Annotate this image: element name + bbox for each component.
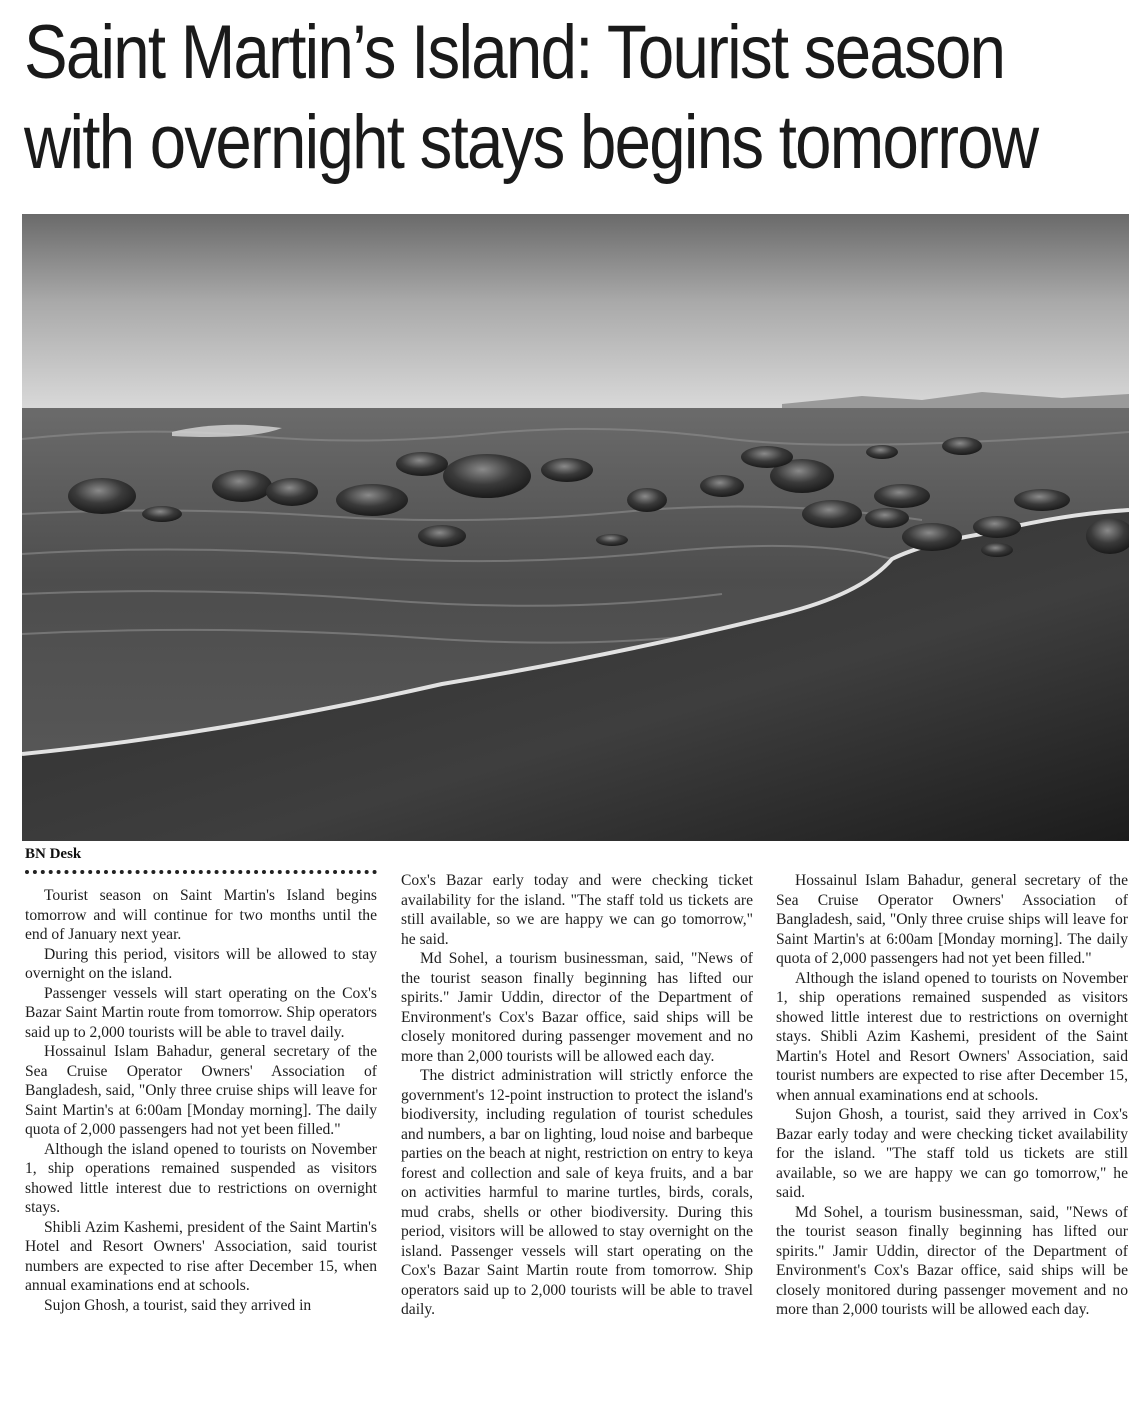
paragraph: Sujon Ghosh, a tourist, said they arrived in Cox's Bazar early today and were checking ticket availability for the island. "The staff told us tickets are still available, so we are happy we can go tomorrow," he said.	[776, 1106, 1128, 1201]
byline-divider	[25, 870, 377, 874]
headline-line-2: with overnight stays begins tomorrow	[24, 100, 1038, 185]
paragraph: Tourist season on Saint Martin's Island begins tomorrow and will continue for two months until the end of January next year.	[25, 887, 377, 943]
article-column-3	[776, 871, 1128, 1320]
paragraph: Although the island opened to tourists on November 1, ship operations remained suspended as visitors showed little interest due to restrictions on overnight stays. Shibli Azim Kashemi, president of the Saint Martin's Hotel and Resort Owners' Association, said tourist numbers are expected to rise after December 15, when annual examinations end at schools.	[776, 969, 1128, 1104]
paragraph: Passenger vessels will start operating on the Cox's Bazar Saint Martin route from tomorrow. Ship operators said up to 2,000 tourists will be able to travel daily.	[25, 984, 377, 1041]
paragraph: Hossainul Islam Bahadur, general secretary of the Sea Cruise Operator Owners' Association of Bangladesh, said, "Only three cruise ships will leave for Saint Martin's at 6:00am [Monday morning]. The daily quota of 2,000 passengers had not yet been filled."	[25, 1043, 377, 1138]
paragraph: Cox's Bazar early today and were checking ticket availability for the island. "The staff told us tickets are still available, so we are happy we can go tomorrow," he said.	[401, 872, 753, 948]
paragraph: Although the island opened to tourists on November 1, ship operations remained suspended as visitors showed little interest due to restrictions on overnight stays.	[25, 1140, 377, 1216]
paragraph: Md Sohel, a tourism businessman, said, "News of the tourist season finally beginning has lifted our spirits." Jamir Uddin, director of the Department of Environment's Cox's Bazar office, said ships will be closely monitored during passenger movement and no more than 2,000 tourists will be allowed each day.	[401, 950, 753, 1065]
headline	[24, 8, 1038, 188]
paragraph: Sujon Ghosh, a tourist, said they arrived in	[44, 1296, 312, 1314]
paragraph: During this period, visitors will be allowed to stay overnight on the island.	[25, 945, 377, 982]
paragraph: Md Sohel, a tourism businessman, said, "News of the tourist season finally beginning has lifted our spirits." Jamir Uddin, director of the Department of Environment's Cox's Bazar office, said ships will be closely monitored during passenger movement and no more than 2,000 tourists will be allowed each day.	[776, 1203, 1128, 1318]
article-column-1	[25, 886, 377, 1315]
paragraph: Shibli Azim Kashemi, president of the Saint Martin's Hotel and Resort Owners' Association, said tourist numbers are expected to rise after December 15, when annual examinations end at schools.	[25, 1218, 377, 1294]
article-photo	[22, 214, 1129, 841]
paragraph: The district administration will strictly enforce the government's 12-point instruction to protect the island's biodiversity, including regulation of tourist schedules and numbers, a bar on lighting, loud noise and barbeque parties on the beach at night, restriction on entry to keya forest and collection and sale of keya fruits, and a bar on activities harmful to marine turtles, birds, corals, mud crabs, shells or other biodiversity. During this period, visitors will be allowed to stay overnight on the island. Passenger vessels will start operating on the Cox's Bazar Saint Martin route from tomorrow. Ship operators said up to 2,000 tourists will be able to travel daily.	[401, 1067, 753, 1318]
byline: BN Desk	[25, 846, 82, 862]
paragraph: Hossainul Islam Bahadur, general secretary of the Sea Cruise Operator Owners' Association of Bangladesh, said, "Only three cruise ships will leave for Saint Martin's at 6:00am [Monday morning]. The daily quota of 2,000 passengers had not yet been filled."	[776, 872, 1128, 967]
beach-rocks-image	[22, 214, 1129, 841]
headline-line-1: Saint Martin’s Island: Tourist season	[24, 10, 1005, 95]
article-column-2	[401, 871, 753, 1320]
